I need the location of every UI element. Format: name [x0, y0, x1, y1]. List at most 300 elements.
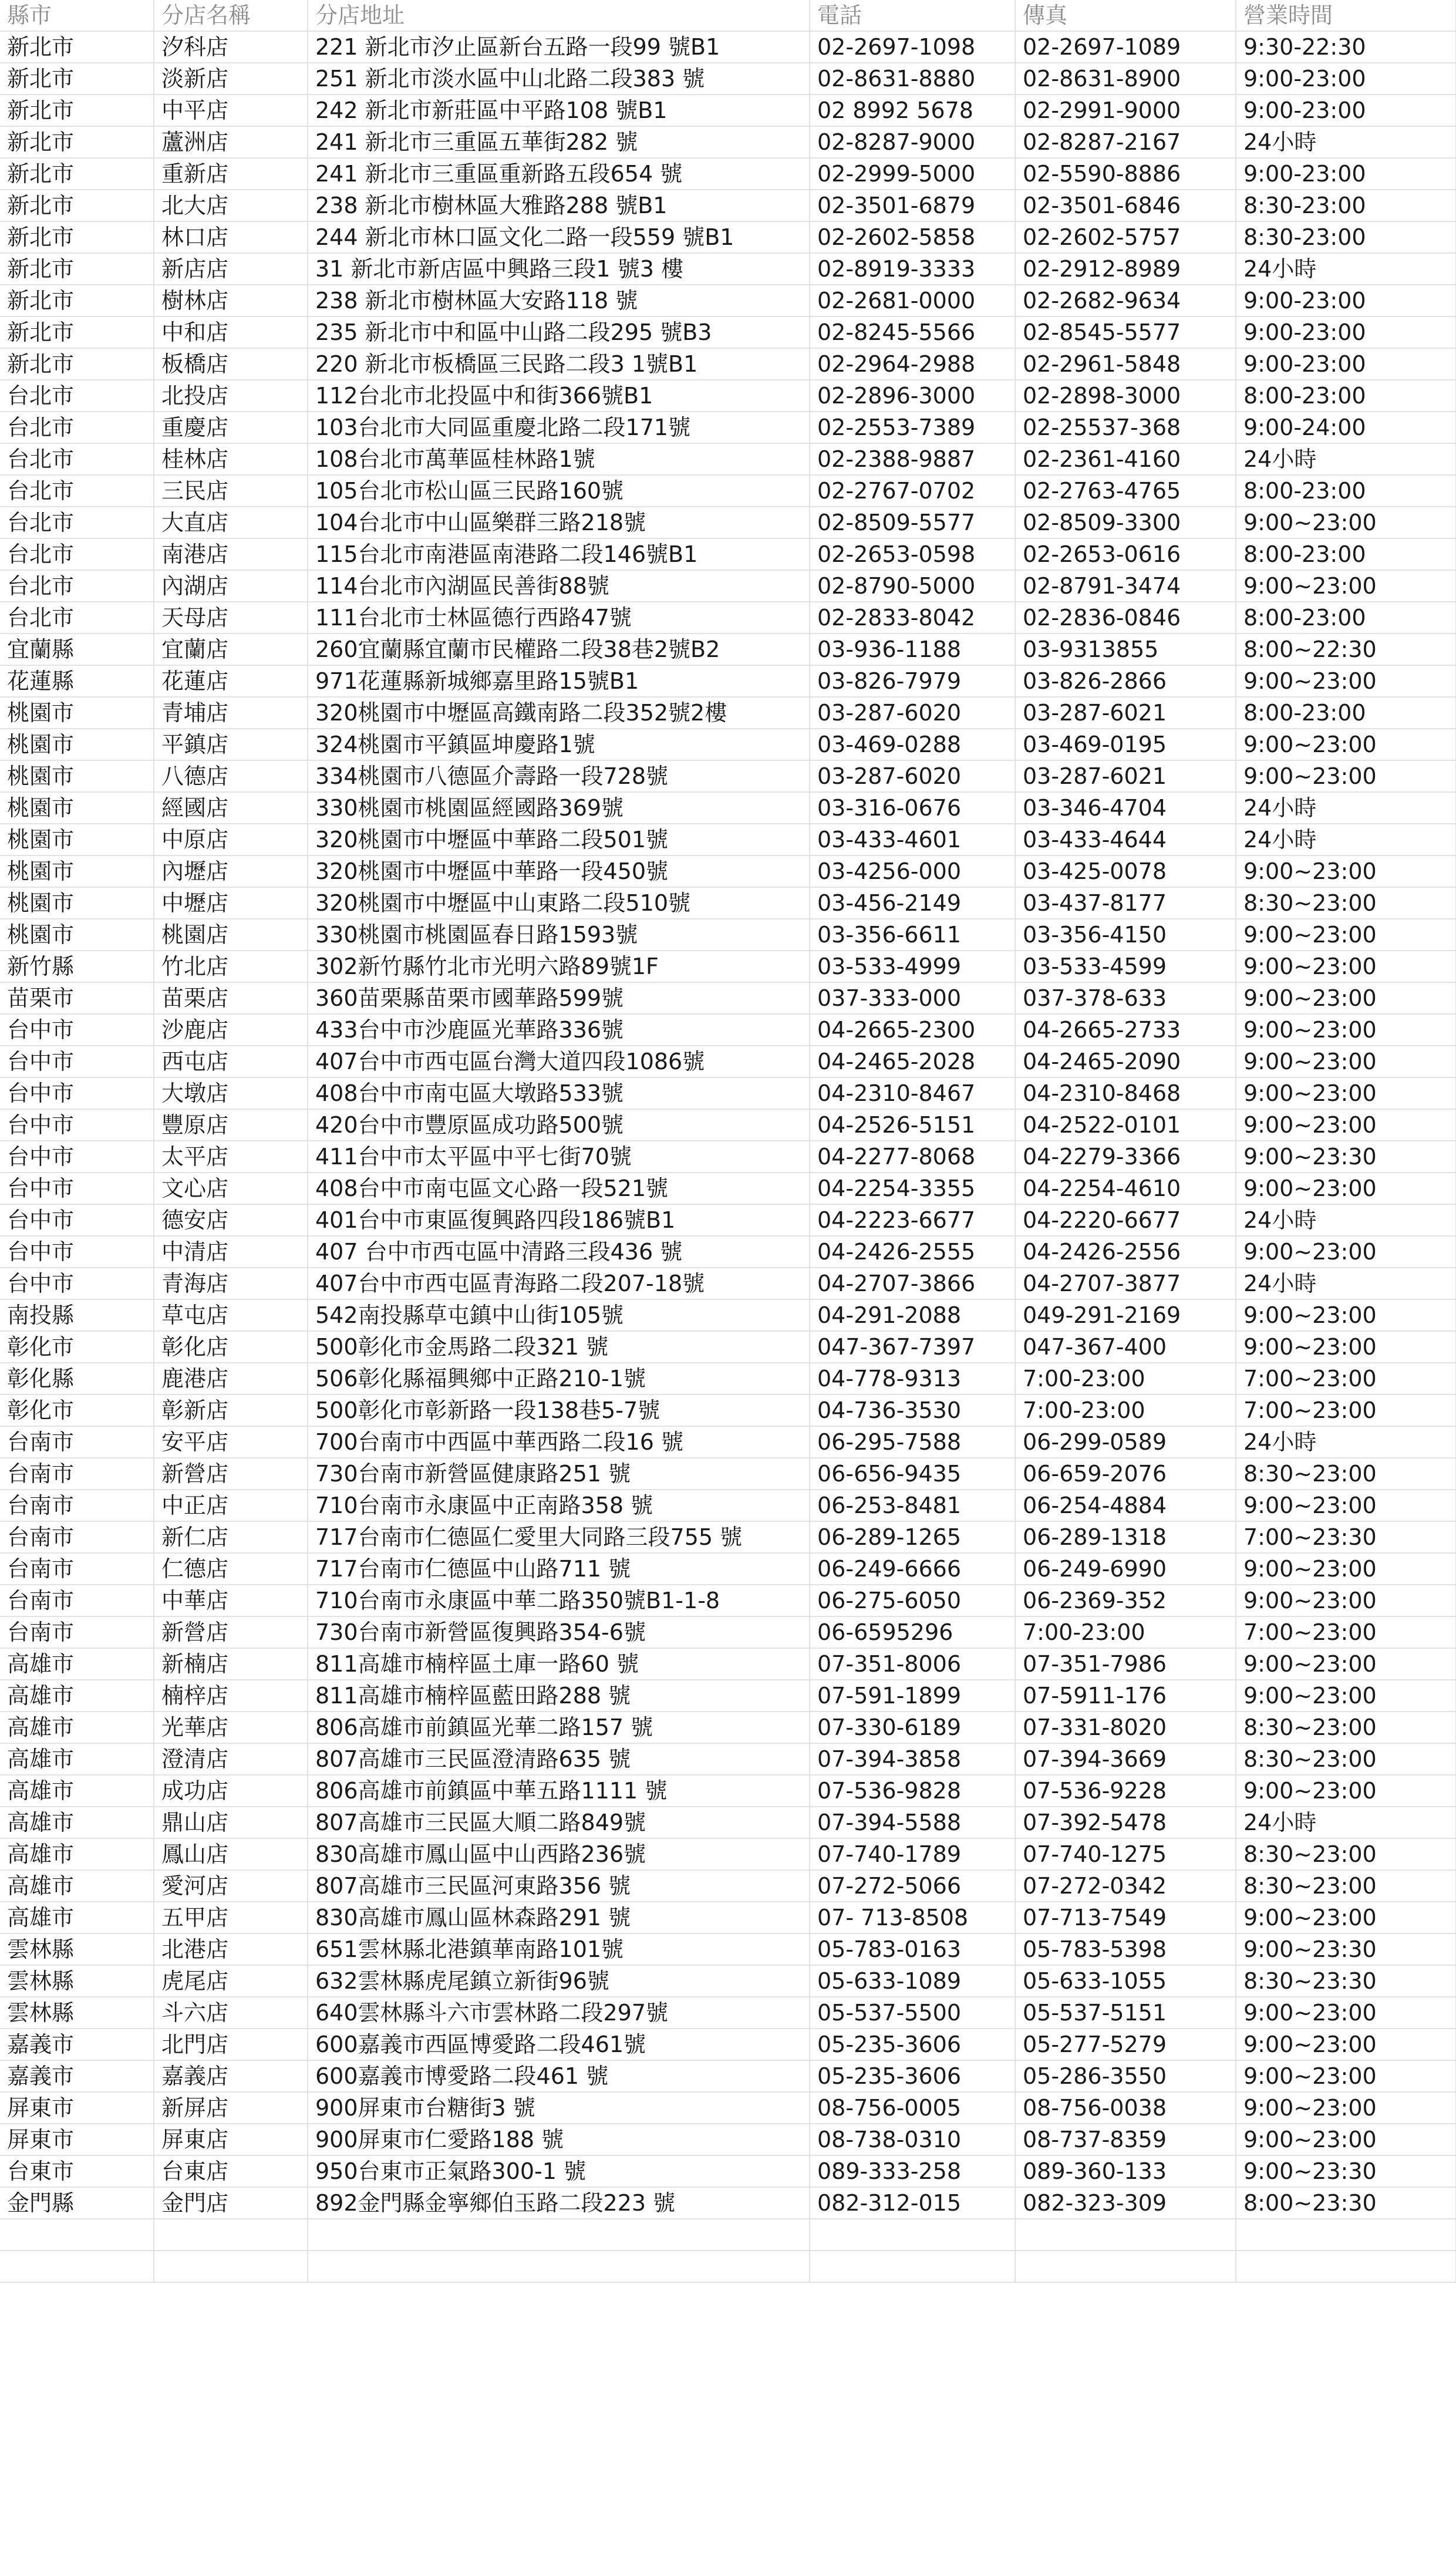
cell-store-name[interactable]: 苗栗店	[154, 982, 308, 1014]
cell-store-name[interactable]: 中原店	[154, 824, 308, 855]
cell-phone[interactable]: 04-291-2088	[810, 1299, 1015, 1331]
cell-hours[interactable]: 24小時	[1236, 126, 1456, 158]
cell-hours[interactable]: 8:30-23:00	[1236, 221, 1456, 253]
cell-county[interactable]: 桃園市	[0, 855, 154, 887]
cell-store-name[interactable]: 林口店	[154, 221, 308, 253]
cell-store-name[interactable]: 安平店	[154, 1426, 308, 1458]
cell-hours[interactable]: 9:00~23:00	[1236, 2124, 1456, 2155]
cell-county[interactable]: 新北市	[0, 285, 154, 316]
cell-hours[interactable]: 9:00~23:00	[1236, 2060, 1456, 2092]
cell-phone[interactable]: 05-235-3606	[810, 2029, 1015, 2060]
cell-county[interactable]: 嘉義市	[0, 2060, 154, 2092]
cell-county[interactable]: 台北市	[0, 538, 154, 570]
cell-fax[interactable]: 089-360-133	[1015, 2155, 1236, 2187]
cell-address[interactable]: 806高雄市前鎮區中華五路1111 號	[308, 1775, 810, 1807]
cell-address[interactable]: 320桃園市中壢區中山東路二段510號	[308, 887, 810, 919]
cell-county[interactable]: 台中市	[0, 1109, 154, 1141]
cell-address[interactable]: 830高雄市鳳山區中山西路236號	[308, 1838, 810, 1870]
cell-phone[interactable]: 06-253-8481	[810, 1490, 1015, 1521]
cell-address[interactable]: 115台北市南港區南港路二段146號B1	[308, 538, 810, 570]
cell-hours[interactable]: 8:00~23:30	[1236, 2187, 1456, 2219]
cell-hours[interactable]: 8:30~23:30	[1236, 1965, 1456, 1997]
cell-address[interactable]: 506彰化縣福興鄉中正路210-1號	[308, 1363, 810, 1394]
empty-cell[interactable]	[810, 2219, 1015, 2251]
cell-phone[interactable]: 04-2254-3355	[810, 1173, 1015, 1204]
cell-fax[interactable]: 047-367-400	[1015, 1331, 1236, 1363]
cell-phone[interactable]: 02-2681-0000	[810, 285, 1015, 316]
cell-county[interactable]: 桃園市	[0, 760, 154, 792]
cell-address[interactable]: 730台南市新營區復興路354-6號	[308, 1616, 810, 1648]
cell-store-name[interactable]: 西屯店	[154, 1046, 308, 1077]
cell-fax[interactable]: 06-2369-352	[1015, 1585, 1236, 1616]
cell-hours[interactable]: 9:00-23:00	[1236, 158, 1456, 190]
cell-county[interactable]: 彰化市	[0, 1331, 154, 1363]
cell-phone[interactable]: 04-2465-2028	[810, 1046, 1015, 1077]
cell-county[interactable]: 台中市	[0, 1077, 154, 1109]
cell-fax[interactable]: 08-737-8359	[1015, 2124, 1236, 2155]
cell-fax[interactable]: 06-254-4884	[1015, 1490, 1236, 1521]
cell-phone[interactable]: 02-8790-5000	[810, 570, 1015, 602]
cell-hours[interactable]: 8:30~23:00	[1236, 1838, 1456, 1870]
cell-hours[interactable]: 9:00~23:00	[1236, 1490, 1456, 1521]
empty-cell[interactable]	[810, 2251, 1015, 2282]
cell-hours[interactable]: 9:00~23:00	[1236, 1077, 1456, 1109]
cell-store-name[interactable]: 中正店	[154, 1490, 308, 1521]
cell-county[interactable]: 雲林縣	[0, 1997, 154, 2029]
cell-store-name[interactable]: 新營店	[154, 1616, 308, 1648]
cell-county[interactable]: 台中市	[0, 1046, 154, 1077]
cell-store-name[interactable]: 北港店	[154, 1933, 308, 1965]
cell-hours[interactable]: 8:00~22:30	[1236, 634, 1456, 665]
cell-fax[interactable]: 02-2836-0846	[1015, 602, 1236, 634]
cell-fax[interactable]: 03-287-6021	[1015, 760, 1236, 792]
cell-fax[interactable]: 082-323-309	[1015, 2187, 1236, 2219]
cell-store-name[interactable]: 彰化店	[154, 1331, 308, 1363]
cell-hours[interactable]: 9:00-23:00	[1236, 95, 1456, 126]
cell-county[interactable]: 雲林縣	[0, 1933, 154, 1965]
cell-phone[interactable]: 03-287-6020	[810, 760, 1015, 792]
cell-county[interactable]: 新北市	[0, 253, 154, 285]
cell-store-name[interactable]: 八德店	[154, 760, 308, 792]
cell-address[interactable]: 407 台中市西屯區中清路三段436 號	[308, 1236, 810, 1268]
cell-fax[interactable]: 04-2254-4610	[1015, 1173, 1236, 1204]
cell-address[interactable]: 830高雄市鳳山區林森路291 號	[308, 1902, 810, 1933]
cell-phone[interactable]: 037-333-000	[810, 982, 1015, 1014]
cell-hours[interactable]: 9:00~23:00	[1236, 1680, 1456, 1712]
cell-store-name[interactable]: 宜蘭店	[154, 634, 308, 665]
cell-store-name[interactable]: 楠梓店	[154, 1680, 308, 1712]
cell-county[interactable]: 新北市	[0, 63, 154, 95]
cell-hours[interactable]: 9:00~23:00	[1236, 1109, 1456, 1141]
cell-county[interactable]: 台東市	[0, 2155, 154, 2187]
cell-store-name[interactable]: 蘆洲店	[154, 126, 308, 158]
cell-store-name[interactable]: 沙鹿店	[154, 1014, 308, 1046]
cell-hours[interactable]: 24小時	[1236, 1268, 1456, 1299]
cell-phone[interactable]: 047-367-7397	[810, 1331, 1015, 1363]
cell-hours[interactable]: 9:00~23:00	[1236, 1014, 1456, 1046]
cell-phone[interactable]: 03-456-2149	[810, 887, 1015, 919]
cell-address[interactable]: 330桃園市桃園區春日路1593號	[308, 919, 810, 951]
empty-cell[interactable]	[1015, 2219, 1236, 2251]
cell-address[interactable]: 500彰化市彰新路一段138巷5-7號	[308, 1394, 810, 1426]
empty-cell[interactable]	[1015, 2251, 1236, 2282]
cell-county[interactable]: 台北市	[0, 602, 154, 634]
cell-hours[interactable]: 8:30~23:00	[1236, 1870, 1456, 1902]
cell-phone[interactable]: 03-356-6611	[810, 919, 1015, 951]
cell-phone[interactable]: 02-2602-5858	[810, 221, 1015, 253]
cell-phone[interactable]: 03-4256-000	[810, 855, 1015, 887]
cell-county[interactable]: 高雄市	[0, 1743, 154, 1775]
empty-cell[interactable]	[0, 2219, 154, 2251]
cell-hours[interactable]: 9:00~23:00	[1236, 1299, 1456, 1331]
cell-phone[interactable]: 089-333-258	[810, 2155, 1015, 2187]
cell-address[interactable]: 730台南市新營區健康路251 號	[308, 1458, 810, 1490]
cell-county[interactable]: 台南市	[0, 1490, 154, 1521]
cell-phone[interactable]: 04-2310-8467	[810, 1077, 1015, 1109]
cell-store-name[interactable]: 內壢店	[154, 855, 308, 887]
cell-county[interactable]: 台南市	[0, 1458, 154, 1490]
cell-address[interactable]: 238 新北市樹林區大雅路288 號B1	[308, 190, 810, 221]
cell-address[interactable]: 420台中市豐原區成功路500號	[308, 1109, 810, 1141]
cell-phone[interactable]: 02-8631-8880	[810, 63, 1015, 95]
cell-store-name[interactable]: 桃園店	[154, 919, 308, 951]
header-store-name[interactable]: 分店名稱	[154, 0, 308, 31]
cell-hours[interactable]: 8:00-23:00	[1236, 538, 1456, 570]
cell-phone[interactable]: 04-736-3530	[810, 1394, 1015, 1426]
cell-address[interactable]: 971花蓮縣新城鄉嘉里路15號B1	[308, 665, 810, 697]
cell-address[interactable]: 320桃園市中壢區中華路一段450號	[308, 855, 810, 887]
cell-county[interactable]: 台中市	[0, 1141, 154, 1173]
cell-county[interactable]: 台中市	[0, 1268, 154, 1299]
cell-store-name[interactable]: 虎尾店	[154, 1965, 308, 1997]
cell-hours[interactable]: 9:00~23:00	[1236, 1046, 1456, 1077]
cell-address[interactable]: 600嘉義市博愛路二段461 號	[308, 2060, 810, 2092]
cell-fax[interactable]: 02-25537-368	[1015, 412, 1236, 443]
cell-county[interactable]: 桃園市	[0, 887, 154, 919]
cell-phone[interactable]: 02-2553-7389	[810, 412, 1015, 443]
cell-phone[interactable]: 03-469-0288	[810, 729, 1015, 760]
cell-fax[interactable]: 04-2707-3877	[1015, 1268, 1236, 1299]
cell-address[interactable]: 238 新北市樹林區大安路118 號	[308, 285, 810, 316]
cell-address[interactable]: 334桃園市八德區介壽路一段728號	[308, 760, 810, 792]
cell-address[interactable]: 651雲林縣北港鎮華南路101號	[308, 1933, 810, 1965]
cell-store-name[interactable]: 仁德店	[154, 1553, 308, 1585]
cell-store-name[interactable]: 澄清店	[154, 1743, 308, 1775]
cell-store-name[interactable]: 中華店	[154, 1585, 308, 1616]
cell-phone[interactable]: 02-8245-5566	[810, 316, 1015, 348]
cell-hours[interactable]: 9:00~23:00	[1236, 982, 1456, 1014]
cell-address[interactable]: 235 新北市中和區中山路二段295 號B3	[308, 316, 810, 348]
cell-store-name[interactable]: 文心店	[154, 1173, 308, 1204]
cell-hours[interactable]: 9:00~23:00	[1236, 855, 1456, 887]
cell-fax[interactable]: 02-2898-3000	[1015, 380, 1236, 412]
cell-hours[interactable]: 9:00~23:00	[1236, 760, 1456, 792]
empty-cell[interactable]	[308, 2219, 810, 2251]
cell-hours[interactable]: 7:00~23:30	[1236, 1521, 1456, 1553]
cell-hours[interactable]: 9:00~23:30	[1236, 2155, 1456, 2187]
cell-hours[interactable]: 9:00~23:00	[1236, 1236, 1456, 1268]
cell-county[interactable]: 台北市	[0, 412, 154, 443]
cell-county[interactable]: 台北市	[0, 380, 154, 412]
cell-hours[interactable]: 7:00~23:00	[1236, 1616, 1456, 1648]
cell-county[interactable]: 屏東市	[0, 2124, 154, 2155]
cell-county[interactable]: 新北市	[0, 221, 154, 253]
cell-hours[interactable]: 9:00~23:00	[1236, 1648, 1456, 1680]
cell-fax[interactable]: 06-249-6990	[1015, 1553, 1236, 1585]
cell-phone[interactable]: 06-249-6666	[810, 1553, 1015, 1585]
cell-county[interactable]: 新竹縣	[0, 951, 154, 982]
empty-cell[interactable]	[0, 2251, 154, 2282]
cell-phone[interactable]: 05-783-0163	[810, 1933, 1015, 1965]
cell-hours[interactable]: 9:00~23:00	[1236, 665, 1456, 697]
cell-hours[interactable]: 24小時	[1236, 253, 1456, 285]
cell-county[interactable]: 新北市	[0, 316, 154, 348]
cell-hours[interactable]: 9:00~23:00	[1236, 1775, 1456, 1807]
cell-address[interactable]: 401台中市東區復興路四段186號B1	[308, 1204, 810, 1236]
cell-hours[interactable]: 8:00-23:00	[1236, 475, 1456, 507]
cell-phone[interactable]: 02-2833-8042	[810, 602, 1015, 634]
cell-hours[interactable]: 8:30-23:00	[1236, 190, 1456, 221]
cell-hours[interactable]: 7:00~23:00	[1236, 1394, 1456, 1426]
cell-address[interactable]: 411台中市太平區中平七街70號	[308, 1141, 810, 1173]
cell-store-name[interactable]: 豐原店	[154, 1109, 308, 1141]
cell-fax[interactable]: 05-783-5398	[1015, 1933, 1236, 1965]
cell-phone[interactable]: 02-3501-6879	[810, 190, 1015, 221]
cell-phone[interactable]: 02-8287-9000	[810, 126, 1015, 158]
cell-fax[interactable]: 03-287-6021	[1015, 697, 1236, 729]
cell-county[interactable]: 新北市	[0, 95, 154, 126]
cell-address[interactable]: 807高雄市三民區河東路356 號	[308, 1870, 810, 1902]
cell-phone[interactable]: 02-8509-5577	[810, 507, 1015, 538]
cell-hours[interactable]: 9:00~23:00	[1236, 1331, 1456, 1363]
cell-phone[interactable]: 04-2277-8068	[810, 1141, 1015, 1173]
cell-hours[interactable]: 24小時	[1236, 824, 1456, 855]
cell-county[interactable]: 新北市	[0, 190, 154, 221]
cell-address[interactable]: 892金門縣金寧鄉伯玉路二段223 號	[308, 2187, 810, 2219]
cell-county[interactable]: 新北市	[0, 126, 154, 158]
cell-store-name[interactable]: 嘉義店	[154, 2060, 308, 2092]
cell-phone[interactable]: 02-8919-3333	[810, 253, 1015, 285]
cell-address[interactable]: 710台南市永康區中華二路350號B1-1-8	[308, 1585, 810, 1616]
cell-fax[interactable]: 02-2991-9000	[1015, 95, 1236, 126]
cell-store-name[interactable]: 樹林店	[154, 285, 308, 316]
cell-phone[interactable]: 03-316-0676	[810, 792, 1015, 824]
cell-phone[interactable]: 03-287-6020	[810, 697, 1015, 729]
cell-phone[interactable]: 02 8992 5678	[810, 95, 1015, 126]
cell-phone[interactable]: 03-936-1188	[810, 634, 1015, 665]
cell-hours[interactable]: 9:00-23:00	[1236, 316, 1456, 348]
cell-fax[interactable]: 02-8631-8900	[1015, 63, 1236, 95]
header-hours[interactable]: 營業時間	[1236, 0, 1456, 31]
cell-fax[interactable]: 04-2522-0101	[1015, 1109, 1236, 1141]
cell-county[interactable]: 台南市	[0, 1616, 154, 1648]
cell-phone[interactable]: 06-275-6050	[810, 1585, 1015, 1616]
cell-phone[interactable]: 05-235-3606	[810, 2060, 1015, 2092]
cell-hours[interactable]: 9:00~23:00	[1236, 570, 1456, 602]
cell-fax[interactable]: 04-2665-2733	[1015, 1014, 1236, 1046]
cell-address[interactable]: 811高雄市楠梓區藍田路288 號	[308, 1680, 810, 1712]
cell-fax[interactable]: 02-2961-5848	[1015, 348, 1236, 380]
cell-store-name[interactable]: 新仁店	[154, 1521, 308, 1553]
cell-phone[interactable]: 05-633-1089	[810, 1965, 1015, 1997]
cell-address[interactable]: 407台中市西屯區台灣大道四段1086號	[308, 1046, 810, 1077]
cell-store-name[interactable]: 青埔店	[154, 697, 308, 729]
cell-phone[interactable]: 07- 713-8508	[810, 1902, 1015, 1933]
cell-store-name[interactable]: 五甲店	[154, 1902, 308, 1933]
cell-phone[interactable]: 06-289-1265	[810, 1521, 1015, 1553]
cell-store-name[interactable]: 新營店	[154, 1458, 308, 1490]
cell-fax[interactable]: 02-2361-4160	[1015, 443, 1236, 475]
cell-fax[interactable]: 03-356-4150	[1015, 919, 1236, 951]
cell-county[interactable]: 台中市	[0, 1204, 154, 1236]
cell-county[interactable]: 苗栗市	[0, 982, 154, 1014]
cell-store-name[interactable]: 成功店	[154, 1775, 308, 1807]
cell-fax[interactable]: 07-392-5478	[1015, 1807, 1236, 1838]
cell-county[interactable]: 新北市	[0, 158, 154, 190]
cell-phone[interactable]: 05-537-5500	[810, 1997, 1015, 2029]
cell-store-name[interactable]: 中和店	[154, 316, 308, 348]
cell-store-name[interactable]: 北門店	[154, 2029, 308, 2060]
cell-county[interactable]: 台北市	[0, 507, 154, 538]
cell-phone[interactable]: 02-2388-9887	[810, 443, 1015, 475]
cell-fax[interactable]: 07-394-3669	[1015, 1743, 1236, 1775]
cell-phone[interactable]: 04-2426-2555	[810, 1236, 1015, 1268]
cell-hours[interactable]: 8:00-23:00	[1236, 602, 1456, 634]
cell-address[interactable]: 700台南市中西區中華西路二段16 號	[308, 1426, 810, 1458]
cell-hours[interactable]: 9:00~23:30	[1236, 1933, 1456, 1965]
cell-county[interactable]: 新北市	[0, 31, 154, 63]
cell-address[interactable]: 105台北市松山區三民路160號	[308, 475, 810, 507]
cell-phone[interactable]: 08-756-0005	[810, 2092, 1015, 2124]
cell-phone[interactable]: 07-330-6189	[810, 1712, 1015, 1743]
cell-county[interactable]: 雲林縣	[0, 1965, 154, 1997]
cell-address[interactable]: 302新竹縣竹北市光明六路89號1F	[308, 951, 810, 982]
cell-hours[interactable]: 8:30~23:00	[1236, 887, 1456, 919]
cell-county[interactable]: 桃園市	[0, 919, 154, 951]
cell-address[interactable]: 330桃園市桃園區經國路369號	[308, 792, 810, 824]
cell-fax[interactable]: 07-331-8020	[1015, 1712, 1236, 1743]
cell-store-name[interactable]: 光華店	[154, 1712, 308, 1743]
cell-phone[interactable]: 08-738-0310	[810, 2124, 1015, 2155]
empty-cell[interactable]	[154, 2251, 308, 2282]
cell-fax[interactable]: 02-3501-6846	[1015, 190, 1236, 221]
header-fax[interactable]: 傳真	[1015, 0, 1236, 31]
cell-fax[interactable]: 02-8287-2167	[1015, 126, 1236, 158]
cell-fax[interactable]: 06-659-2076	[1015, 1458, 1236, 1490]
cell-store-name[interactable]: 愛河店	[154, 1870, 308, 1902]
cell-hours[interactable]: 9:00~23:00	[1236, 951, 1456, 982]
empty-cell[interactable]	[308, 2251, 810, 2282]
cell-address[interactable]: 220 新北市板橋區三民路二段3 1號B1	[308, 348, 810, 380]
cell-store-name[interactable]: 重慶店	[154, 412, 308, 443]
cell-fax[interactable]: 037-378-633	[1015, 982, 1236, 1014]
cell-phone[interactable]: 07-272-5066	[810, 1870, 1015, 1902]
cell-fax[interactable]: 05-286-3550	[1015, 2060, 1236, 2092]
cell-hours[interactable]: 9:00~23:00	[1236, 1997, 1456, 2029]
cell-phone[interactable]: 07-351-8006	[810, 1648, 1015, 1680]
cell-county[interactable]: 台南市	[0, 1521, 154, 1553]
cell-hours[interactable]: 9:00~23:30	[1236, 1141, 1456, 1173]
cell-address[interactable]: 103台北市大同區重慶北路二段171號	[308, 412, 810, 443]
cell-county[interactable]: 台北市	[0, 475, 154, 507]
cell-address[interactable]: 111台北市士林區德行西路47號	[308, 602, 810, 634]
cell-store-name[interactable]: 金門店	[154, 2187, 308, 2219]
cell-phone[interactable]: 082-312-015	[810, 2187, 1015, 2219]
cell-fax[interactable]: 07-5911-176	[1015, 1680, 1236, 1712]
cell-address[interactable]: 950台東市正氣路300-1 號	[308, 2155, 810, 2187]
cell-fax[interactable]: 04-2220-6677	[1015, 1204, 1236, 1236]
cell-phone[interactable]: 06-656-9435	[810, 1458, 1015, 1490]
cell-phone[interactable]: 04-2665-2300	[810, 1014, 1015, 1046]
cell-address[interactable]: 324桃園市平鎮區坤慶路1號	[308, 729, 810, 760]
cell-store-name[interactable]: 平鎮店	[154, 729, 308, 760]
cell-county[interactable]: 桃園市	[0, 824, 154, 855]
cell-phone[interactable]: 02-2653-0598	[810, 538, 1015, 570]
cell-county[interactable]: 桃園市	[0, 729, 154, 760]
cell-store-name[interactable]: 新屏店	[154, 2092, 308, 2124]
cell-fax[interactable]: 06-299-0589	[1015, 1426, 1236, 1458]
cell-address[interactable]: 244 新北市林口區文化二路一段559 號B1	[308, 221, 810, 253]
cell-fax[interactable]: 03-425-0078	[1015, 855, 1236, 887]
cell-store-name[interactable]: 新店店	[154, 253, 308, 285]
cell-fax[interactable]: 04-2426-2556	[1015, 1236, 1236, 1268]
cell-fax[interactable]: 02-2763-4765	[1015, 475, 1236, 507]
cell-address[interactable]: 717台南市仁德區仁愛里大同路三段755 號	[308, 1521, 810, 1553]
header-phone[interactable]: 電話	[810, 0, 1015, 31]
cell-hours[interactable]: 9:00~23:00	[1236, 1585, 1456, 1616]
cell-hours[interactable]: 8:00-23:00	[1236, 380, 1456, 412]
cell-fax[interactable]: 05-537-5151	[1015, 1997, 1236, 2029]
cell-fax[interactable]: 02-5590-8886	[1015, 158, 1236, 190]
cell-hours[interactable]: 9:00~23:00	[1236, 729, 1456, 760]
cell-hours[interactable]: 24小時	[1236, 1204, 1456, 1236]
cell-address[interactable]: 251 新北市淡水區中山北路二段383 號	[308, 63, 810, 95]
cell-phone[interactable]: 02-2964-2988	[810, 348, 1015, 380]
cell-county[interactable]: 桃園市	[0, 697, 154, 729]
cell-hours[interactable]: 9:00~23:00	[1236, 2029, 1456, 2060]
cell-fax[interactable]: 04-2310-8468	[1015, 1077, 1236, 1109]
cell-hours[interactable]: 8:30~23:00	[1236, 1712, 1456, 1743]
cell-phone[interactable]: 04-2526-5151	[810, 1109, 1015, 1141]
cell-fax[interactable]: 02-2697-1089	[1015, 31, 1236, 63]
cell-hours[interactable]: 9:00-23:00	[1236, 63, 1456, 95]
cell-address[interactable]: 31 新北市新店區中興路三段1 號3 樓	[308, 253, 810, 285]
cell-address[interactable]: 241 新北市三重區重新路五段654 號	[308, 158, 810, 190]
cell-phone[interactable]: 04-778-9313	[810, 1363, 1015, 1394]
cell-store-name[interactable]: 桂林店	[154, 443, 308, 475]
cell-county[interactable]: 高雄市	[0, 1807, 154, 1838]
cell-county[interactable]: 高雄市	[0, 1902, 154, 1933]
cell-fax[interactable]: 05-277-5279	[1015, 2029, 1236, 2060]
cell-hours[interactable]: 24小時	[1236, 1807, 1456, 1838]
cell-store-name[interactable]: 天母店	[154, 602, 308, 634]
cell-address[interactable]: 104台北市中山區樂群三路218號	[308, 507, 810, 538]
cell-fax[interactable]: 07-272-0342	[1015, 1870, 1236, 1902]
cell-address[interactable]: 114台北市內湖區民善街88號	[308, 570, 810, 602]
cell-fax[interactable]: 02-2682-9634	[1015, 285, 1236, 316]
cell-fax[interactable]: 03-826-2866	[1015, 665, 1236, 697]
cell-store-name[interactable]: 屏東店	[154, 2124, 308, 2155]
cell-store-name[interactable]: 中壢店	[154, 887, 308, 919]
cell-county[interactable]: 高雄市	[0, 1680, 154, 1712]
cell-address[interactable]: 632雲林縣虎尾鎮立新街96號	[308, 1965, 810, 1997]
cell-county[interactable]: 高雄市	[0, 1712, 154, 1743]
empty-cell[interactable]	[154, 2219, 308, 2251]
cell-store-name[interactable]: 鼎山店	[154, 1807, 308, 1838]
cell-address[interactable]: 900屏東市仁愛路188 號	[308, 2124, 810, 2155]
cell-store-name[interactable]: 北大店	[154, 190, 308, 221]
cell-phone[interactable]: 04-2707-3866	[810, 1268, 1015, 1299]
